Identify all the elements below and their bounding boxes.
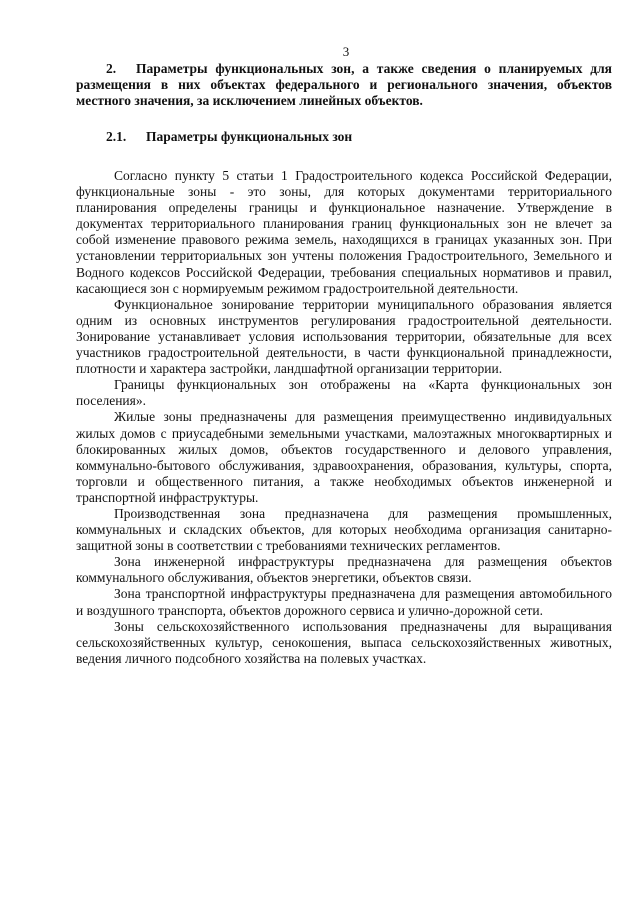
subsection-heading-number: 2.1. <box>106 129 127 144</box>
section-heading <box>76 61 612 109</box>
paragraph-production-zone: Производственная зона предназначена для размещения промышленных, коммунальных и складских объектов, для которых необходима организация санитарно-защитной зоны в соответствии с требованиями технических регламентов. <box>76 505 612 554</box>
paragraph-transport-infrastructure-zone: Зона транспортной инфраструктуры предназначена для размещения автомобильного и воздушного транспорта, объектов дорожного сервиса и улично-дорожной сети. <box>76 586 612 618</box>
section-heading-text: Параметры функциональных зон, а также сведения о планируемых для размещения в них объектах федерального и регионального значения, объектов местного значения, за исключением линейных объектов. <box>76 61 612 108</box>
paragraph-agricultural-zones: Зоны сельскохозяйственного использования предназначены для выращивания сельскохозяйственных культур, сенокошения, выпаса сельскохозяйственных животных, ведения личного подсобного хозяйства на полевых участках. <box>76 618 612 666</box>
subsection-heading-text: Параметры функциональных зон <box>146 129 353 144</box>
section-heading-number: 2. <box>106 61 117 76</box>
paragraph-residential-zones: Жилые зоны предназначены для размещения преимущественно индивидуальных жилых домов с приусадебными земельными участками, малоэтажных многоквартирных и блокированных жилых домов, объектов государственного и делового управления, коммунально-бытового обслуживания, здравоохранения, образования, культуры, спорта, торговли и общественного питания, а также необходимых объектов инженерной и транспортной инфраструктуры. <box>76 409 612 505</box>
subsection-heading <box>76 129 612 145</box>
page-number: 3 <box>342 44 350 59</box>
paragraph-functional-zones-definition: Согласно пункту 5 статьи 1 Градостроительного кодекса Российской Федерации, функциональные зоны - это зоны, для которых документами территориального планирования определены границы и функциональное назначение. Утверждение в документах территориального планирования границ функциональных зон не влечет за собой изменение правового режима земель, находящихся в границах указанных зон. При установлении территориальных зон учтены положения Градостроительного, Земельного и Водного кодексов Российской Федерации, требования специальных нормативов и правил, касающиеся зон с нормируемым режимом градостроительной деятельности. <box>76 168 612 296</box>
paragraph-engineering-infrastructure-zone: Зона инженерной инфраструктуры предназначена для размещения объектов коммунального обслуживания, объектов энергетики, объектов связи. <box>76 554 612 586</box>
document-body <box>76 168 612 667</box>
paragraph-functional-zoning: Функциональное зонирование территории муниципального образования является одним из основных инструментов регулирования градостроительной деятельности. Зонирование устанавливает условия использования территории, обязательные для всех участников градостроительной деятельности, в части функциональной принадлежности, плотности и характера застройки, ландшафтной организации территории. <box>76 296 612 377</box>
paragraph-zone-boundaries-map: Границы функциональных зон отображены на «Карта функциональных зон поселения». <box>76 377 612 409</box>
